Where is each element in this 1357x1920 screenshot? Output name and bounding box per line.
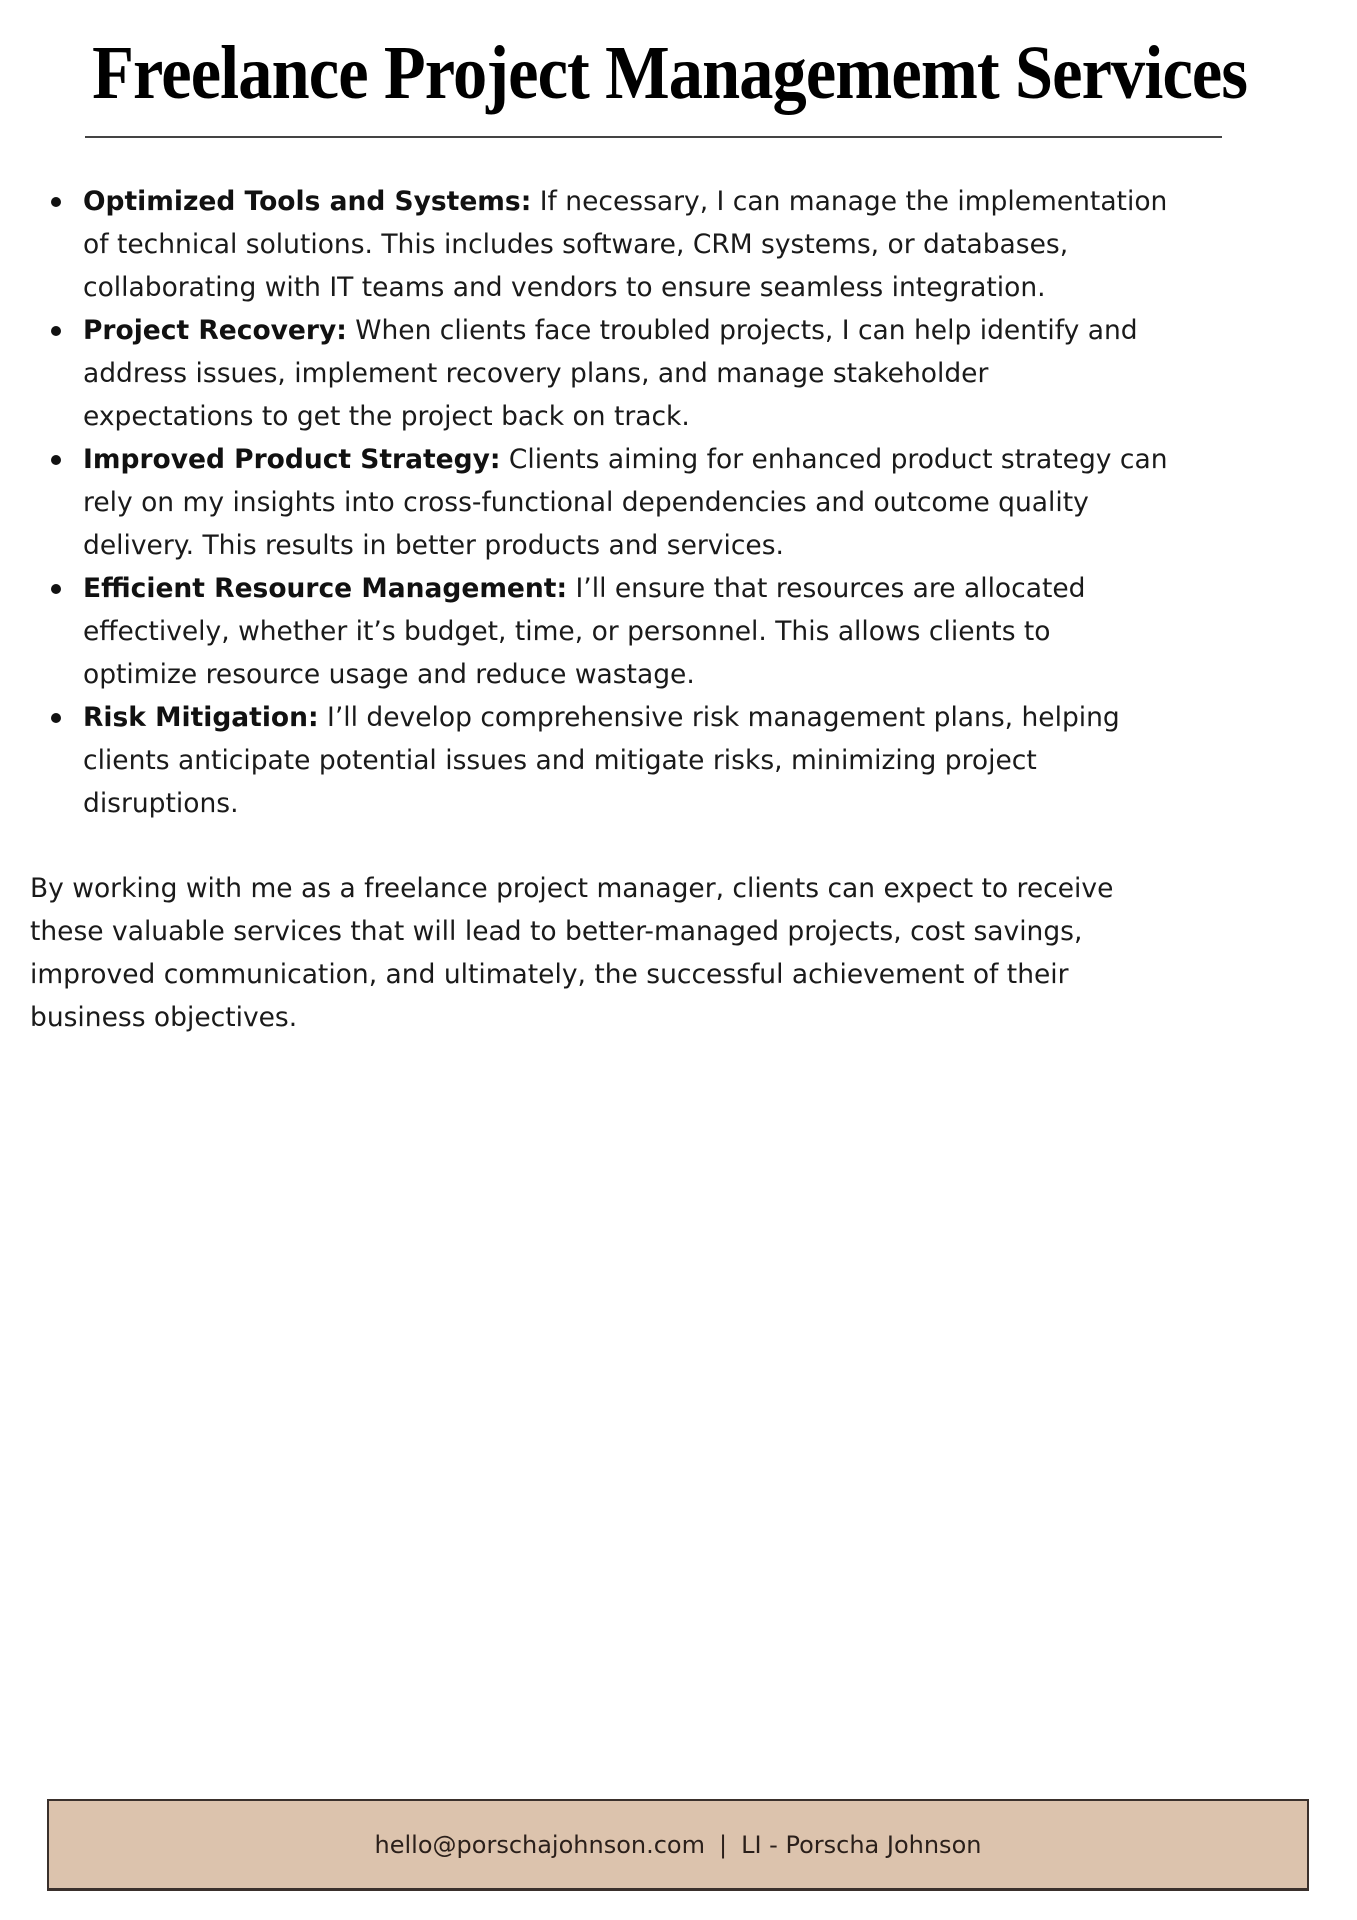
closing-paragraph	[0, 867, 1357, 1039]
list-item-project-recovery	[0, 309, 1357, 438]
bullet-icon	[51, 713, 61, 723]
list-item-line: delivery. This results in better products and services.	[83, 530, 784, 561]
title-divider	[85, 136, 1222, 138]
services-list	[0, 180, 1357, 825]
footer-email[interactable]: hello@porschajohnson.com	[374, 1830, 705, 1859]
paragraph-line: these valuable services that will lead to better-managed projects, cost savings,	[30, 916, 1083, 947]
list-item-heading: Efficient Resource Management:	[83, 573, 568, 604]
contact-footer	[47, 1799, 1309, 1891]
list-item-line	[0, 309, 1357, 352]
bullet-icon	[51, 455, 61, 465]
bullet-icon	[51, 197, 61, 207]
footer-contact-text	[375, 1831, 982, 1859]
list-item-heading: Risk Mitigation:	[83, 702, 319, 733]
list-item-text: I’ll develop comprehensive risk management plans, helping	[318, 702, 1120, 733]
list-item-line	[0, 567, 1357, 610]
paragraph-line: By working with me as a freelance project manager, clients can expect to receive	[30, 873, 1114, 904]
list-item-line: address issues, implement recovery plans, and manage stakeholder	[83, 358, 989, 389]
list-item-heading: Project Recovery:	[83, 315, 347, 346]
list-item-line: disruptions.	[83, 788, 239, 819]
list-item-line	[0, 696, 1357, 739]
list-item-line: expectations to get the project back on track.	[83, 401, 690, 432]
bullet-icon	[51, 326, 61, 336]
paragraph-line: improved communication, and ultimately, the successful achievement of their	[30, 959, 1069, 990]
list-item-line: rely on my insights into cross-functional dependencies and outcome quality	[83, 487, 1089, 518]
list-item-line: clients anticipate potential issues and mitigate risks, minimizing project	[83, 745, 1037, 776]
list-item-line: optimize resource usage and reduce wastage.	[83, 659, 695, 690]
list-item-optimized-tools	[0, 180, 1357, 309]
list-item-line	[0, 438, 1357, 481]
list-item-line: of technical solutions. This includes software, CRM systems, or databases,	[83, 229, 1069, 260]
footer-separator: |	[719, 1830, 728, 1859]
bullet-icon	[51, 584, 61, 594]
list-item-text: When clients face troubled projects, I can help identify and	[346, 315, 1138, 346]
list-item-text: I’ll ensure that resources are allocated	[567, 573, 1086, 604]
list-item-line: effectively, whether it’s budget, time, or personnel. This allows clients to	[83, 616, 1051, 647]
list-item-heading: Improved Product Strategy:	[83, 444, 501, 475]
list-item-line: collaborating with IT teams and vendors to ensure seamless integration.	[83, 272, 1046, 303]
page-title: Freelance Project Managememt Services	[92, 31, 1248, 115]
paragraph-line: business objectives.	[30, 1002, 298, 1033]
list-item-text: Clients aiming for enhanced product strategy can	[500, 444, 1168, 475]
list-item-text: If necessary, I can manage the implementation	[531, 186, 1168, 217]
list-item-product-strategy	[0, 438, 1357, 567]
list-item-resource-management	[0, 567, 1357, 696]
list-item-heading: Optimized Tools and Systems:	[83, 186, 532, 217]
footer-linkedin[interactable]: LI - Porscha Johnson	[741, 1830, 982, 1859]
title-container	[0, 28, 1340, 118]
list-item-line	[0, 180, 1357, 223]
list-item-risk-mitigation	[0, 696, 1357, 825]
